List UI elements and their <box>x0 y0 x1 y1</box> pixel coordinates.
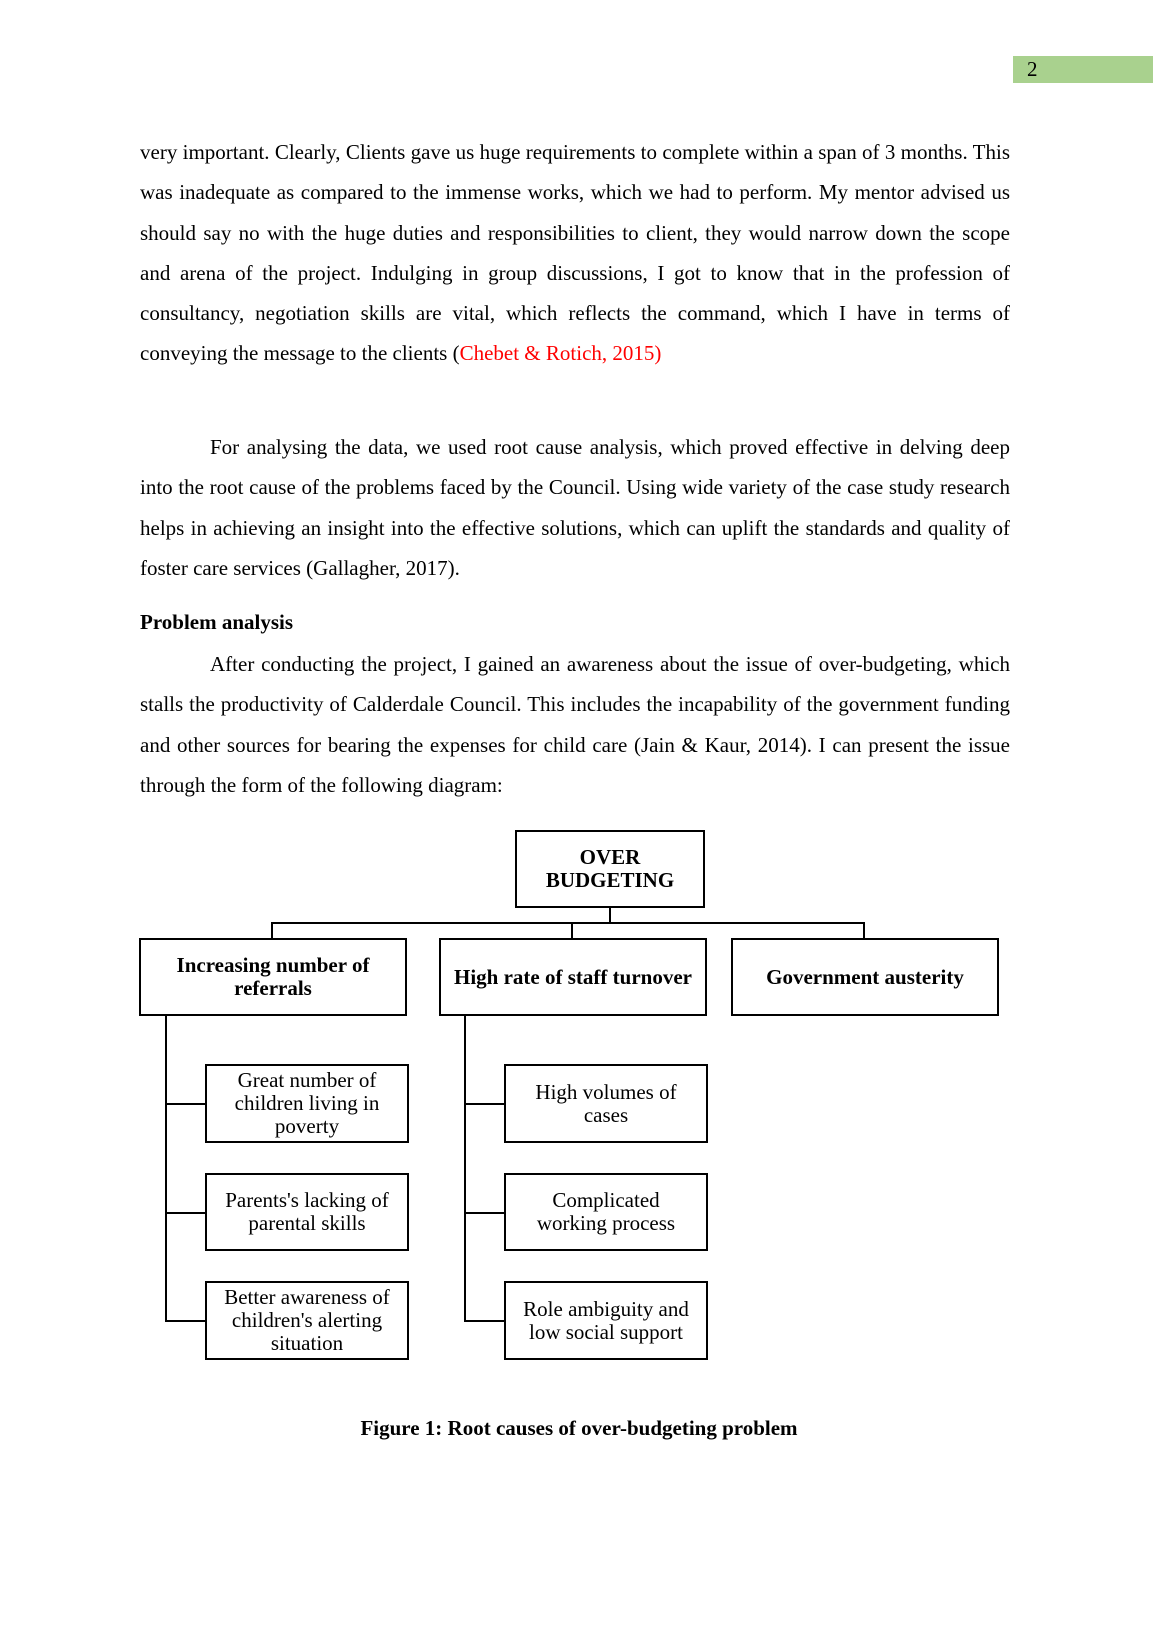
connector-line <box>165 1320 206 1322</box>
sub-box-parental-skills: Parents's lacking of parental skills <box>205 1173 409 1251</box>
connector-line <box>571 922 573 939</box>
paragraph-2: For analysing the data, we used root cause analysis, which proved effective in delving deep into the root cause of the problems faced by the Council. Using wide variety of the case study research helps in achieving an insight into the effective solutions, which can uplift the standards and quality of foster care services (Gallagher, 2017). <box>140 435 1010 580</box>
connector-line <box>271 922 865 924</box>
connector-line <box>464 1212 505 1214</box>
connector-line <box>165 1212 206 1214</box>
paragraph-1-text: very important. Clearly, Clients gave us huge requirements to complete within a span of 3 months. This was inadequate as compared to the immense works, which we had to perform. My mentor advised us should say no with the huge duties and responsibilities to client, they would narrow down the scope and arena of the project. Indulging in group discussions, I got to know that in the profession of consultancy, negotiation skills are vital, which reflects the command, which I have in terms of conveying the message to the clients ( <box>140 140 1010 366</box>
cause-box-government-austerity: Government austerity <box>731 938 999 1016</box>
root-box: OVER BUDGETING <box>515 830 705 908</box>
connector-line <box>165 1103 206 1105</box>
sub-box-case-volumes: High volumes of cases <box>504 1064 708 1143</box>
connector-line <box>464 1320 505 1322</box>
cause-box-referrals: Increasing number of referrals <box>139 938 407 1016</box>
section-heading: Problem analysis <box>140 610 294 634</box>
connector-line <box>609 907 611 923</box>
sub-box-working-process: Complicated working process <box>504 1173 708 1251</box>
connector-line <box>165 1015 167 1321</box>
figure-caption: Figure 1: Root causes of over-budgeting problem <box>360 1416 798 1440</box>
page-number: 2 <box>1013 56 1153 83</box>
paragraph-3: After conducting the project, I gained an awareness about the issue of over-budgeting, which stalls the productivity of Calderdale Council. This includes the incapability of the government funding and other sources for bearing the expenses for child care (Jain & Kaur, 2014). I can present the issue through the form of the following diagram: <box>140 652 1010 797</box>
sub-box-poverty: Great number of children living in poverty <box>205 1064 409 1143</box>
connector-line <box>464 1015 466 1321</box>
sub-box-role-ambiguity: Role ambiguity and low social support <box>504 1281 708 1360</box>
connector-line <box>863 922 865 939</box>
citation-chebet-rotich: Chebet & Rotich, 2015) <box>459 341 662 366</box>
connector-line <box>464 1103 505 1105</box>
paragraph-1 <box>140 132 1010 374</box>
connector-line <box>271 922 273 939</box>
sub-box-awareness: Better awareness of children's alerting situation <box>205 1281 409 1360</box>
cause-box-staff-turnover: High rate of staff turnover <box>439 938 707 1016</box>
